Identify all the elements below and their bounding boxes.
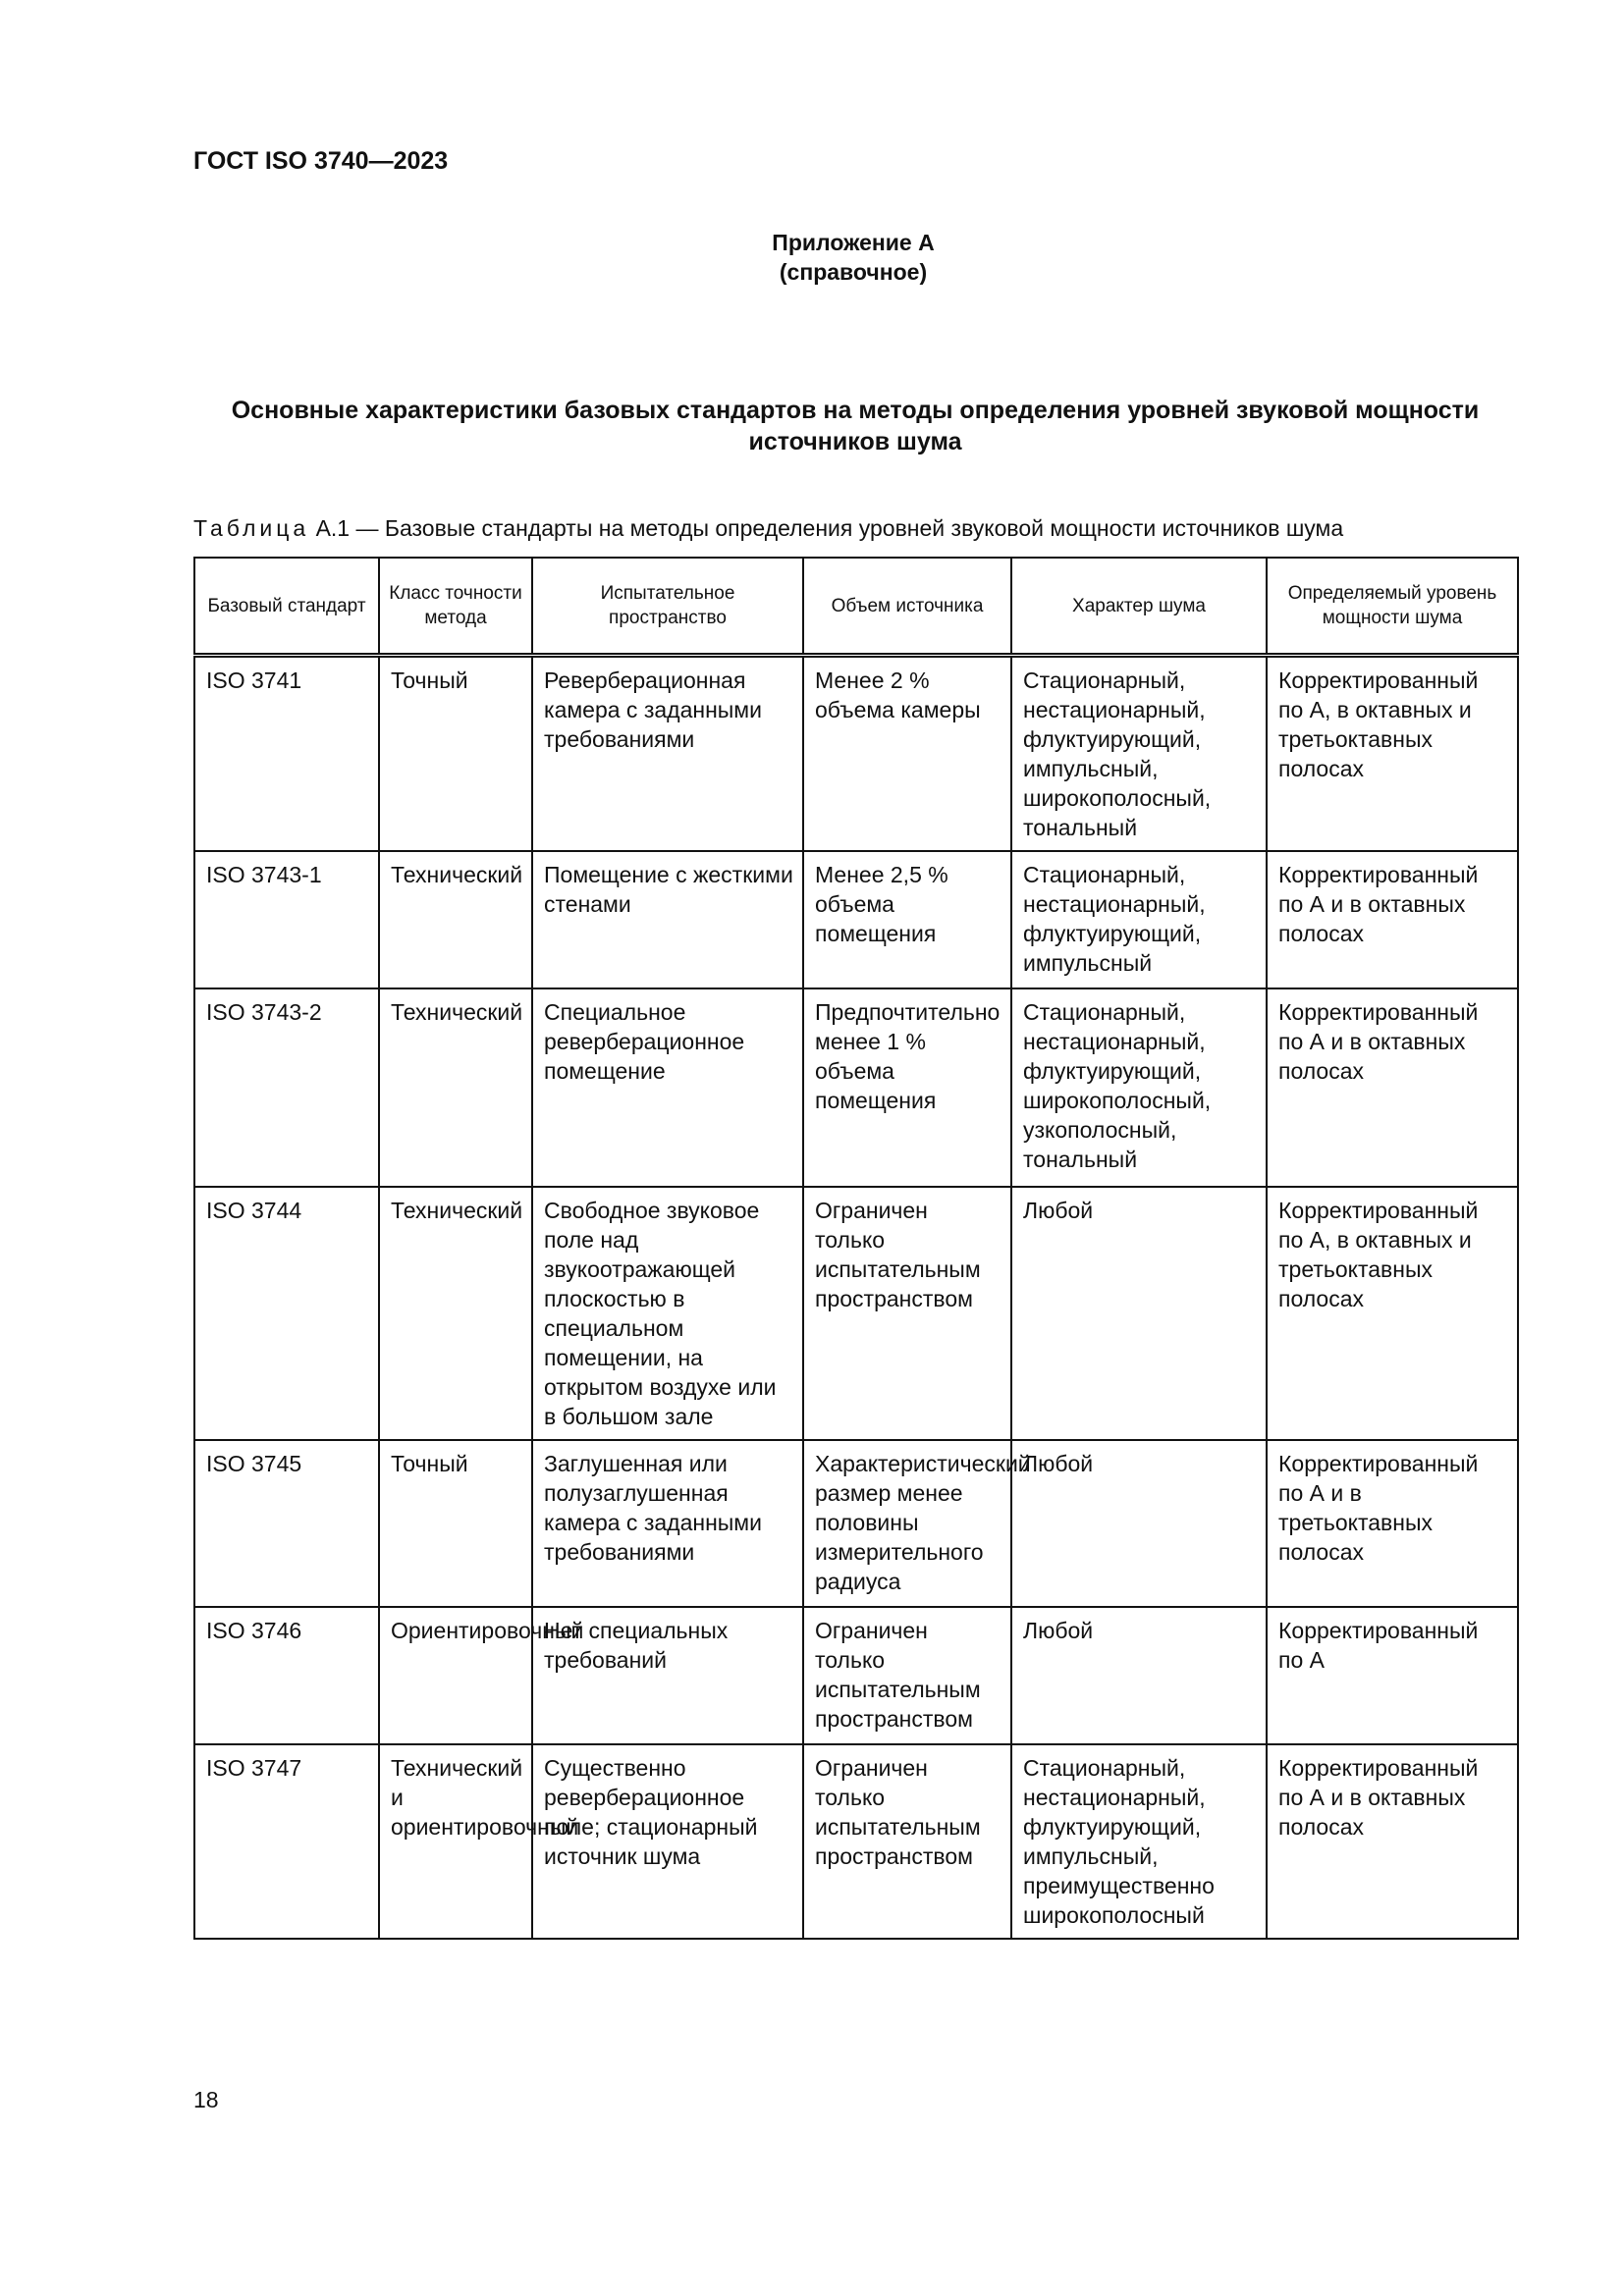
table-cell: Нет специальных требований [532, 1607, 803, 1744]
table-cell: Ограничен только испытательным пространством [803, 1607, 1011, 1744]
header-cell: Испытательное пространство [532, 558, 803, 656]
table-cell: Корректированный по А, в октавных и третьоктавных полосах [1267, 656, 1518, 852]
table-cell: Корректированный по А и в октавных полосах [1267, 988, 1518, 1187]
annex-title: Приложение А [772, 230, 935, 255]
table-cell: ISO 3743-2 [194, 988, 379, 1187]
table-cell: Корректированный по А и в октавных полосах [1267, 851, 1518, 988]
annex-subtitle: (справочное) [779, 259, 928, 285]
table-row [194, 1744, 1518, 1939]
table-cell: Специальное реверберационное помещение [532, 988, 803, 1187]
table-cell: Стационарный, нестационарный, флуктуирующий, импульсный, преимущественно широкополосный [1011, 1744, 1267, 1939]
table-row [194, 656, 1518, 852]
table-cell: Реверберационная камера с заданными требованиями [532, 656, 803, 852]
table-cell: ISO 3747 [194, 1744, 379, 1939]
table-cell: Точный [379, 656, 532, 852]
table-cell: Ограничен только испытательным пространством [803, 1744, 1011, 1939]
table-cell: Менее 2,5 % объема помещения [803, 851, 1011, 988]
table-cell: Характеристический размер менее половины измерительного радиуса [803, 1440, 1011, 1607]
table-cell: Корректированный по А и в октавных полосах [1267, 1744, 1518, 1939]
table-cell: ISO 3741 [194, 656, 379, 852]
table-cell: Стационарный, нестационарный, флуктуирующий, импульсный [1011, 851, 1267, 988]
table-caption [193, 515, 1343, 542]
table-cell: Технический [379, 851, 532, 988]
table-cell: Любой [1011, 1187, 1267, 1440]
table-cell: Любой [1011, 1607, 1267, 1744]
table-cell: Помещение с жесткими стенами [532, 851, 803, 988]
header-cell: Определяемый уровень мощности шума [1267, 558, 1518, 656]
table-row [194, 988, 1518, 1187]
header-cell: Объем источника [803, 558, 1011, 656]
table-row [194, 1607, 1518, 1744]
table-cell: ISO 3746 [194, 1607, 379, 1744]
table-header-row [194, 558, 1518, 656]
table-cell: Ориентировочный [379, 1607, 532, 1744]
document-code: ГОСТ ISO 3740—2023 [193, 147, 449, 175]
table-cell: Технический [379, 1187, 532, 1440]
table-cell: Любой [1011, 1440, 1267, 1607]
table-cell: Ограничен только испытательным пространством [803, 1187, 1011, 1440]
table-cell: Заглушенная или полузаглушенная камера с заданными требованиями [532, 1440, 803, 1607]
table-cell: ISO 3743-1 [194, 851, 379, 988]
table-caption-text: А.1 — Базовые стандарты на методы определения уровней звуковой мощности источников шума [309, 515, 1344, 541]
table-cell: Стационарный, нестационарный, флуктуирующий, широкополосный, узкополосный, тональный [1011, 988, 1267, 1187]
table-cell: Точный [379, 1440, 532, 1607]
table-row [194, 1187, 1518, 1440]
table-cell: Стационарный, нестационарный, флуктуирующий, импульсный, широкополосный, тональный [1011, 656, 1267, 852]
table-cell: Корректированный по А и в третьоктавных полосах [1267, 1440, 1518, 1607]
table-cell: Корректированный по А, в октавных и третьоктавных полосах [1267, 1187, 1518, 1440]
table-row [194, 1440, 1518, 1607]
table-cell: ISO 3744 [194, 1187, 379, 1440]
table-cell: Технический [379, 988, 532, 1187]
table-cell: ISO 3745 [194, 1440, 379, 1607]
annex-heading [0, 228, 1624, 287]
table-cell: Существенно реверберационное поле; стационарный источник шума [532, 1744, 803, 1939]
table-row [194, 851, 1518, 988]
table-cell: Свободное звуковое поле над звукоотражающей плоскостью в специальном помещении, на открытом воздухе или в большом зале [532, 1187, 803, 1440]
table-cell: Менее 2 % объема камеры [803, 656, 1011, 852]
table-cell: Технический и ориентировочный [379, 1744, 532, 1939]
header-cell: Класс точности метода [379, 558, 532, 656]
main-title: Основные характеристики базовых стандартов на методы определения уровней звуковой мощности источников шума [231, 397, 1480, 455]
table-cell: Корректированный по А [1267, 1607, 1518, 1744]
table-caption-label: Таблица [193, 515, 310, 541]
page-number: 18 [193, 2087, 219, 2112]
header-cell: Характер шума [1011, 558, 1267, 656]
table-cell: Предпочтительно менее 1 % объема помещения [803, 988, 1011, 1187]
header-cell: Базовый стандарт [194, 558, 379, 656]
standards-table [193, 557, 1519, 1940]
